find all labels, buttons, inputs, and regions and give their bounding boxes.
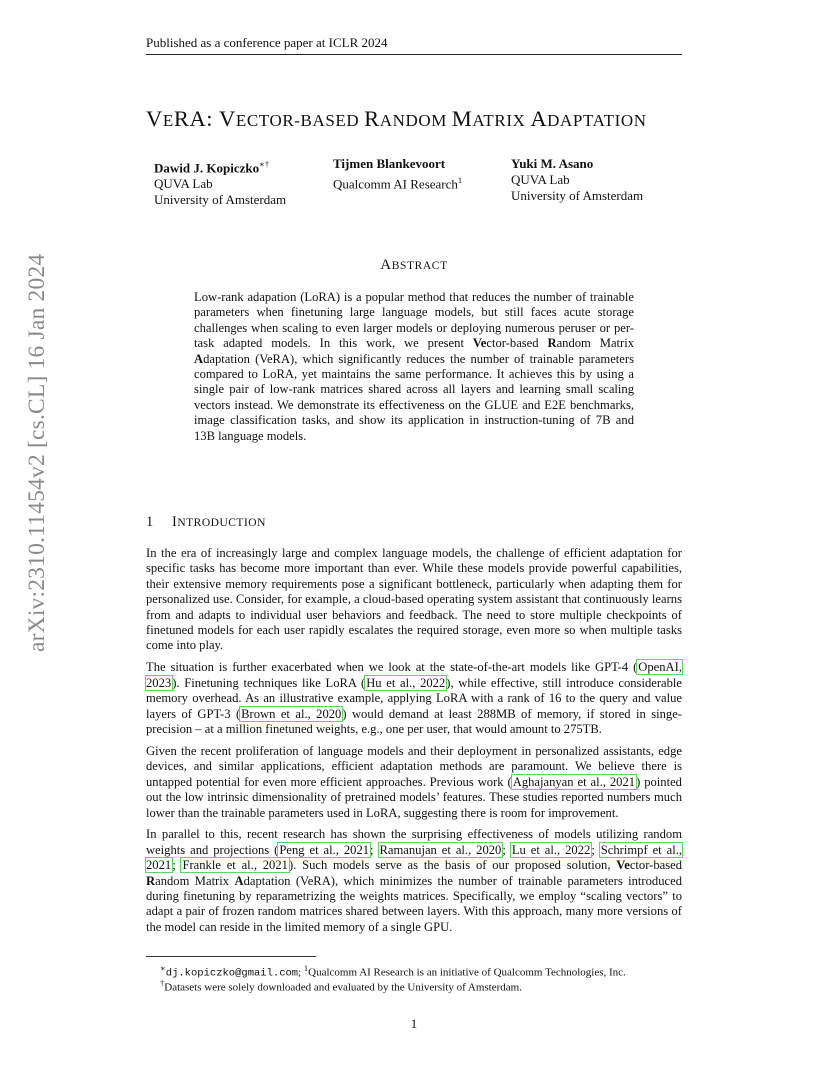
email-link[interactable]: dj.kopiczko@gmail.com (165, 967, 299, 980)
citation-link[interactable]: Schrimpf et al., 2021 (146, 842, 682, 873)
paragraph: The situation is further exacerbated when we look at the state-of-the-art models like GPT-4 (OpenAI, 2023). Finetuning techniques like LoRA (Hu et al., 2022), while effective, still introduce considerable memory overhead. As an illustrative example, applying LoRA with a rank of 16 to the query and value layers of GPT-3 (Brown et al., 2020) would demand at least 288MB of memory, if stored in singe-precision – at a million finetuned weights, e.g., one per user, that would amount to 275TB. (146, 660, 683, 736)
author-name: Yuki M. Asano (511, 156, 594, 171)
citation-link[interactable]: Brown et al., 2020 (241, 706, 342, 721)
citation-link[interactable]: Ramanujan et al., 2020 (379, 842, 502, 857)
citation-link[interactable]: Frankle et al., 2021 (182, 858, 288, 873)
author-affiliation: University of Amsterdam (511, 188, 644, 203)
citation-link[interactable]: Aghajanyan et al., 2021 (512, 774, 636, 789)
paragraph: In parallel to this, recent research has shown the surprising effectiveness of models utilizing random weights and projections (Peng et al., 2021; Ramanujan et al., 2020; Lu et al., 2022; Schrimpf et al., 2021; Frankle et al., 2021). Such models serve as the basis of our proposed solution, Vector-based Random Matrix Adaptation (VeRA), which minimizes the number of trainable parameters introduced during finetuning by reparametrizing the weights matrices. Specifically, we employ “scaling vectors” to adapt a pair of frozen random matrices shared between layers. With this approach, many more versions of the model can reside in the limited memory of a single GPU. (146, 827, 683, 934)
author-affiliation: QUVA Lab (511, 172, 570, 187)
footnote: †Datasets were solely downloaded and evaluated by the University of Amsterdam. (160, 978, 522, 994)
section-heading: 1 INTRODUCTION (146, 514, 266, 530)
footnote-rule (146, 956, 316, 957)
abstract-text: Low-rank adapation (LoRA) is a popular method that reduces the number of trainable parameters when finetuning large language models, but still faces acute storage challenges when scaling to even larger models or deploying numerous peruser or per-task adapted models. In this work, we present Vector-based Random Matrix Adaptation (VeRA), which significantly reduces the number of trainable parameters compared to LoRA, yet maintains the same performance. It achieves this by using a single pair of low-rank matrices shared across all layers and learning small scaling vectors instead. We demonstrate its effectiveness on the GLUE and E2E benchmarks, image classification tasks, and show its application in instruction-tuning of 7B and 13B language models. (194, 290, 635, 443)
paragraph: Given the recent proliferation of language models and their deployment in personalized assistants, edge devices, and similar applications, efficient adaptation methods are paramount. We believe there is untapped potential for even more efficient approaches. Previous work (Aghajanyan et al., 2021) pointed out the low intrinsic dimensionality of pretrained models’ features. These studies reported numbers much lower than the trainable parameters used in LoRA, suggesting there is room for improvement. (146, 743, 682, 820)
citation-link[interactable]: Peng et al., 2021 (279, 842, 370, 857)
author-affiliation: University of Amsterdam (154, 192, 287, 208)
footnote: ∗dj.kopiczko@gmail.com; $^1$Qualcomm AI Research is an initiative of Qualcomm Technologies, Inc. (160, 963, 626, 980)
author-name: Tijmen Blankevoort (333, 156, 446, 171)
paragraph: In the era of increasingly large and complex language models, the challenge of efficient adaptation for specific tasks has become more important than ever. While these models provide powerful capabilities, their extensive memory requirements pose a significant bottleneck, particularly when adapting them for personalized use. Consider, for example, a cloud-based operating system assistant that continuously learns from and adapts to individual user behaviors and feedback. The need to store multiple checkpoints of finetuned models for each user rapidly escalates the required storage, even more so when multiple tasks come into play. (146, 546, 682, 653)
author-block (511, 156, 643, 204)
author-block (333, 156, 462, 192)
citation-link[interactable]: Lu et al., 2022 (511, 842, 591, 857)
arxiv-stamp: arXiv:2310.11454v2 [cs.CL] 16 Jan 2024 (24, 253, 50, 652)
author-affiliation: Qualcomm AI Research$^1$ (333, 175, 463, 192)
author-affiliation: QUVA Lab (154, 176, 213, 192)
body-text (146, 546, 682, 942)
page-number: 1 (410, 1016, 418, 1031)
citation-link[interactable]: OpenAI, 2023 (146, 660, 682, 690)
abstract-heading: ABSTRACT (380, 257, 448, 273)
author-name: Dawid J. Kopiczko (154, 160, 260, 176)
citation-link[interactable]: Hu et al., 2022 (366, 675, 446, 690)
author-block: Dawid J. Kopiczko∗† QUVA Lab University of Amsterdam (154, 159, 287, 208)
paper-title: VERA: VECTOR-BASED RANDOM MATRIX ADAPTATION (146, 106, 647, 131)
running-header: Published as a conference paper at ICLR 2024 (146, 35, 682, 55)
